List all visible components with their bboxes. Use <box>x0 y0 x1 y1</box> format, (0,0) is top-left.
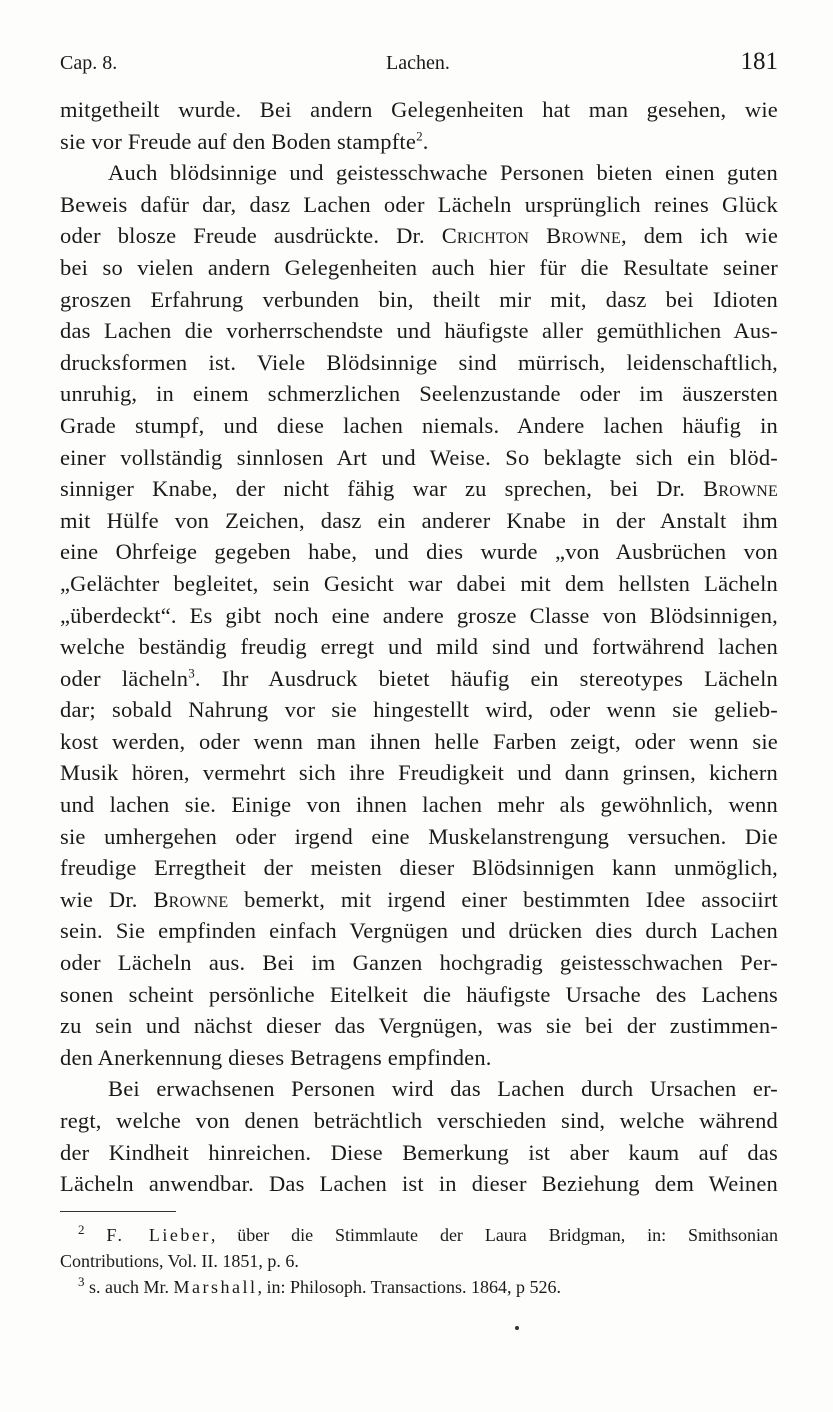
text-line: einer vollständig sinnlosen Art und Weise. So beklagte sich ein blöd- <box>60 444 778 470</box>
footnote-ref: 2 <box>416 128 423 144</box>
page-number: 181 <box>740 48 778 75</box>
text-line: den Anerkennung dieses Betragens empfinden. <box>60 1044 492 1070</box>
text-segment: oder lächeln <box>60 665 189 691</box>
text-line: groszen Erfahrung verbunden bin, theilt mir mit, dasz bei Idioten <box>60 286 778 312</box>
footnote-ref: 3 <box>188 665 195 681</box>
text-line: „Gelächter begleitet, sein Gesicht war dabei mit dem hellsten Lächeln <box>60 570 778 596</box>
text-line: welche beständig freudig erregt und mild sind und fortwährend lachen <box>60 634 778 660</box>
running-header <box>60 48 778 80</box>
text-line: Musik hören, vermehrt sich ihre Freudigkeit und dann grinsen, kichern <box>60 760 778 786</box>
text-line: sein. Sie empfinden einfach Vergnügen und drücken dies durch Lachen <box>60 918 778 944</box>
footnote-author: F. Lieber <box>106 1225 211 1245</box>
text-line <box>60 884 778 916</box>
text-line: sie umhergehen oder irgend eine Muskelanstrengung versuchen. Die <box>60 823 778 849</box>
text-segment: . <box>422 128 429 154</box>
text-line: mit Hülfe von Zeichen, dasz ein anderer Knabe in der Anstalt ihm <box>60 507 778 533</box>
text-segment: , dem ich wie <box>620 223 779 249</box>
text-line <box>60 126 778 158</box>
text-line: kost werden, oder wenn man ihnen helle Farben zeigt, oder wenn sie <box>60 728 778 754</box>
text-line: regt, welche von denen beträchtlich verschieden sind, welche während <box>60 1108 778 1133</box>
name-browne: Browne <box>703 476 778 502</box>
text-line <box>60 473 778 505</box>
text-line: drucksformen ist. Viele Blödsinnige sind mürrisch, leidenschaftlich, <box>60 349 778 375</box>
name-crichton: Crichton <box>441 223 530 249</box>
text-line: das Lachen die vorherrschendste und häufigste aller gemüthlichen Aus- <box>60 318 778 344</box>
print-speck <box>515 1326 519 1330</box>
text-segment: wie Dr. <box>60 886 138 912</box>
text-line: Lächeln anwendbar. Das Lachen ist in dieser Beziehung dem Weinen <box>60 1171 778 1197</box>
text-line <box>60 220 778 252</box>
text-segment: . Ihr Ausdruck bietet häufig ein stereotypes Lächeln <box>194 665 779 691</box>
text-line: Auch blödsinnige und geistesschwache Personen bieten einen guten <box>108 160 778 186</box>
text-line: und lachen sie. Einige von ihnen lachen mehr als gewöhnlich, wenn <box>60 792 778 818</box>
text-line: freudige Erregtheit der meisten dieser Blödsinnigen kann unmöglich, <box>60 855 778 881</box>
text-line: Bei erwachsenen Personen wird das Lachen durch Ursachen er- <box>108 1076 778 1102</box>
text-segment: sinniger Knabe, der nicht fähig war zu sprechen, bei Dr. <box>60 476 686 502</box>
footnote-number: 2 <box>78 1222 85 1237</box>
footnote-text: , in: Philosoph. Transactions. 1864, p 526. <box>257 1277 562 1297</box>
text-line: sonen scheint persönliche Eitelkeit die häufigste Ursache des Lachens <box>60 981 778 1007</box>
footnote-text: , über die Stimmlaute der Laura Bridgman, in: Smithsonian <box>210 1225 779 1245</box>
text-segment: oder blosze Freude ausdrückte. Dr. <box>60 223 425 249</box>
footnote-number: 3 <box>78 1274 85 1289</box>
footnote-3 <box>60 1274 778 1300</box>
text-line: der Kindheit hinreichen. Diese Bemerkung ist aber kaum auf das <box>60 1139 778 1165</box>
footnote-2 <box>60 1222 778 1248</box>
text-line: Grade stumpf, und diese lachen niemals. Andere lachen häufig in <box>60 412 778 438</box>
text-line: unruhig, in einem schmerzlichen Seelenzustande oder im äuszersten <box>60 381 778 407</box>
text-line: oder Lächeln aus. Bei im Ganzen hochgradig geistesschwachen Per- <box>60 950 778 976</box>
text-line: Beweis dafür dar, dasz Lachen oder Lächeln ursprünglich reines Glück <box>60 191 778 217</box>
text-line: bei so vielen andern Gelegenheiten auch hier für die Resultate seiner <box>60 254 778 280</box>
text-line: zu sein und nächst dieser das Vergnügen, was sie bei der zustimmen- <box>60 1013 778 1039</box>
text-line: dar; sobald Nahrung vor sie hingestellt wird, oder wenn sie gelieb- <box>60 697 778 723</box>
text-line <box>60 663 778 695</box>
name-browne: Browne <box>546 223 621 249</box>
text-line: eine Ohrfeige gegeben habe, und dies wurde „von Ausbrüchen von <box>60 539 778 565</box>
text-line: mitgetheilt wurde. Bei andern Gelegenheiten hat man gesehen, wie <box>60 97 778 122</box>
chapter-label: Cap. 8. <box>60 52 118 74</box>
footnotes <box>60 1222 778 1300</box>
footnote-2-continued: Contributions, Vol. II. 1851, p. 6. <box>60 1251 299 1271</box>
text-segment: bemerkt, mit irgend einer bestimmten Idee associirt <box>228 886 779 912</box>
main-text <box>60 94 778 1200</box>
footnote-text: s. auch Mr. <box>89 1277 169 1297</box>
text-line: „überdeckt“. Es gibt noch eine andere grosze Classe von Blödsinnigen, <box>60 602 778 628</box>
footnote-divider <box>60 1211 176 1212</box>
name-browne: Browne <box>153 886 229 912</box>
text-segment: sie vor Freude auf den Boden stampfte <box>60 128 417 154</box>
running-title: Lachen. <box>386 52 450 74</box>
footnote-author: Marshall <box>173 1277 258 1297</box>
